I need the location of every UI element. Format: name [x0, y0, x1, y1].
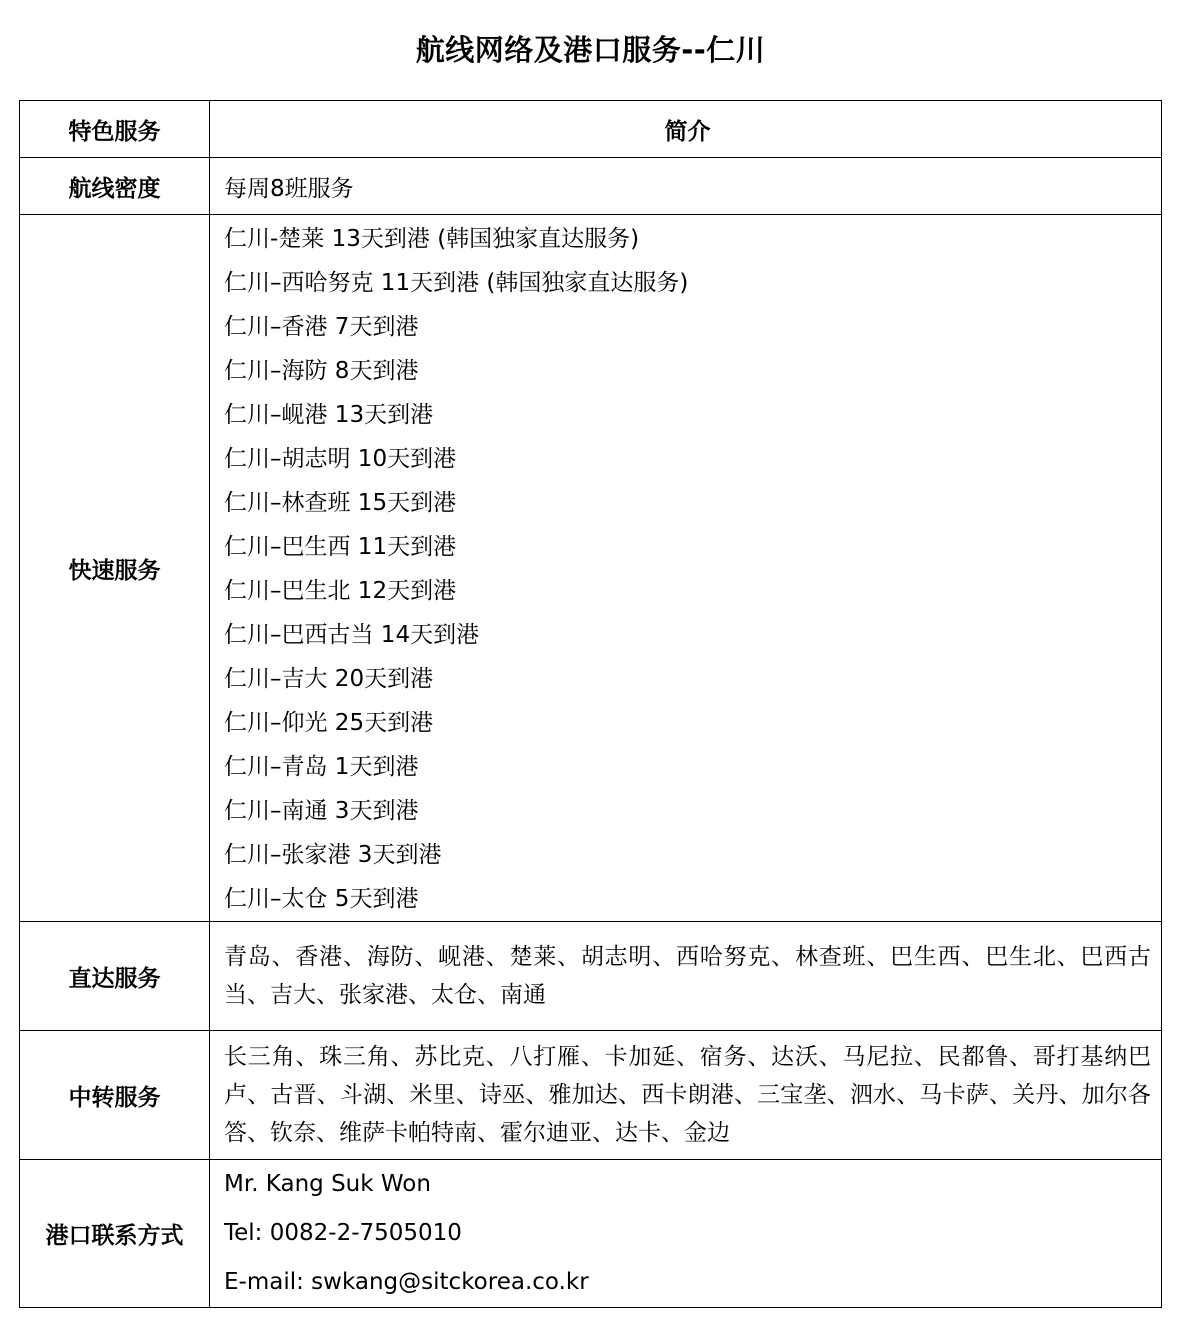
route-item: 仁川–岘港 13天到港: [224, 402, 434, 428]
route-item: 仁川–巴生北 12天到港: [224, 578, 457, 604]
express-routes: [210, 215, 1162, 922]
direct-ports-cell: [210, 922, 1162, 1031]
route-item: 仁川–香港 7天到港: [224, 314, 419, 340]
contact-name: Mr. Kang Suk Won: [224, 1171, 431, 1197]
transit-ports-cell: [210, 1031, 1162, 1160]
table-row-contact: [20, 1160, 1162, 1308]
contact-email: E-mail: swkang@sitckorea.co.kr: [224, 1269, 589, 1295]
route-item: 仁川–仰光 25天到港: [224, 710, 434, 736]
route-item: 仁川–西哈努克 11天到港 (韩国独家直达服务): [224, 270, 689, 296]
route-item: 仁川–林查班 15天到港: [224, 490, 457, 516]
table-row-direct: [20, 922, 1162, 1031]
table-row-express: [20, 215, 1162, 922]
route-item: 仁川-楚莱 13天到港 (韩国独家直达服务): [224, 226, 640, 252]
contact-phone: Tel: 0082-2-7505010: [224, 1220, 462, 1246]
header-feature-cell: 特色服务: [20, 101, 210, 158]
services-table: [19, 100, 1162, 1308]
density-value: 每周8班服务: [210, 158, 1162, 215]
table-header-row: [20, 101, 1162, 158]
contact-label: 港口联系方式: [20, 1160, 210, 1308]
route-item: 仁川–青岛 1天到港: [224, 754, 419, 780]
route-item: 仁川–海防 8天到港: [224, 358, 419, 384]
route-item: 仁川–巴西古当 14天到港: [224, 622, 480, 648]
header-intro-cell: 简介: [210, 101, 1162, 158]
transit-label: 中转服务: [20, 1031, 210, 1160]
route-item: 仁川–太仓 5天到港: [224, 886, 419, 912]
page-title: 航线网络及港口服务--仁川: [415, 33, 766, 67]
transit-ports-list: 长三角、珠三角、苏比克、八打雁、卡加延、宿务、达沃、马尼拉、民都鲁、哥打基纳巴卢、古晋、斗湖、米里、诗巫、雅加达、西卡朗港、三宝垄、泗水、马卡萨、关丹、加尔各答、钦奈、维萨卡帕特南、霍尔迪亚、达卡、金边: [224, 1044, 1151, 1146]
express-label: 快速服务: [20, 215, 210, 922]
table-row-density: [20, 158, 1162, 215]
table-row-transit: [20, 1031, 1162, 1160]
route-item: 仁川–胡志明 10天到港: [224, 446, 457, 472]
direct-ports-list: 青岛、香港、海防、岘港、楚莱、胡志明、西哈努克、林查班、巴生西、巴生北、巴西古当、吉大、张家港、太仓、南通: [224, 944, 1151, 1008]
route-item: 仁川–南通 3天到港: [224, 798, 419, 824]
contact-info: [210, 1160, 1162, 1308]
route-item: 仁川–巴生西 11天到港: [224, 534, 457, 560]
density-label: 航线密度: [20, 158, 210, 215]
direct-label: 直达服务: [20, 922, 210, 1031]
route-item: 仁川–张家港 3天到港: [224, 842, 442, 868]
route-item: 仁川–吉大 20天到港: [224, 666, 434, 692]
